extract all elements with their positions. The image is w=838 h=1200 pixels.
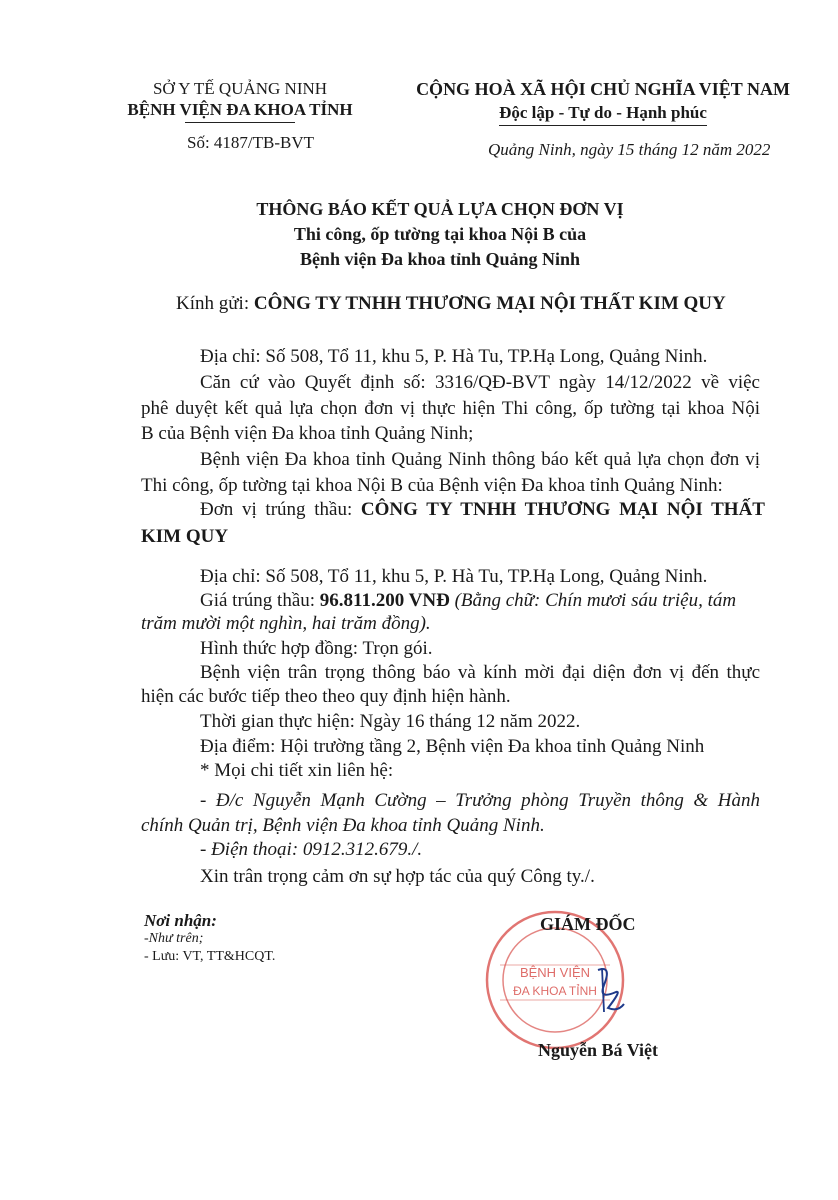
contract-form: Hình thức hợp đồng: Trọn gói. <box>200 638 433 659</box>
contact-heading: * Mọi chi tiết xin liên hệ: <box>200 760 394 781</box>
recipients-block <box>144 912 275 966</box>
notice-line-2: Thi công, ốp tường tại khoa Nội B của Bệnh viện Đa khoa tỉnh Quảng Ninh: <box>141 475 723 496</box>
winner-name-part-1: CÔNG TY TNHH THƯƠNG MẠI NỘI THẤT <box>360 499 765 520</box>
basis-line-3: B của Bệnh viện Đa khoa tỉnh Quảng Ninh; <box>141 423 474 444</box>
contact-person-line-2: chính Quản trị, Bệnh viện Đa khoa tỉnh Quảng Ninh. <box>141 815 545 836</box>
title-line-3: Bệnh viện Đa khoa tỉnh Quảng Ninh <box>299 249 581 269</box>
place-date: Quảng Ninh, ngày 15 tháng 12 năm 2022 <box>488 140 771 159</box>
national-header <box>398 78 808 126</box>
document-number: Số: 4187/TB-BVT <box>187 133 315 152</box>
winner-label: Đơn vị trúng thầu: <box>200 499 361 520</box>
issuer-header <box>120 78 360 123</box>
national-motto: Độc lập - Tự do - Hạnh phúc <box>499 101 707 126</box>
notice-line-1: Bệnh viện Đa khoa tỉnh Quảng Ninh thông báo kết quả lựa chọn đơn vị <box>200 449 760 470</box>
thanks-line: Xin trân trọng cảm ơn sự hợp tác của quý Công ty./. <box>200 866 595 887</box>
contact-person-line-1: - Đ/c Nguyễn Mạnh Cường – Trưởng phòng Truyền thông & Hành <box>200 790 760 811</box>
signature-scribble-icon <box>590 960 630 1020</box>
recipient-name: CÔNG TY TNHH THƯƠNG MẠI NỘI THẤT KIM QUY <box>253 293 726 314</box>
price-words-part-2: trăm mười một nghìn, hai trăm đồng). <box>141 613 431 634</box>
stamp-text-1: BỆNH VIỆN <box>519 965 591 980</box>
signature-title: GIÁM ĐỐC <box>540 914 636 934</box>
address-line-1: Địa chỉ: Số 508, Tổ 11, khu 5, P. Hà Tu, TP.Hạ Long, Quảng Ninh. <box>200 346 708 367</box>
invite-line-1: Bệnh viện trân trọng thông báo và kính mời đại diện đơn vị đến thực <box>200 662 760 683</box>
execution-location: Địa điểm: Hội trường tầng 2, Bệnh viện Đa khoa tỉnh Quảng Ninh <box>200 736 705 757</box>
price-label: Giá trúng thầu: <box>200 590 320 611</box>
header-divider <box>185 122 295 123</box>
basis-line-1: Căn cứ vào Quyết định số: 3316/QĐ-BVT ngày 14/12/2022 về việc <box>200 372 760 393</box>
nation-name: CỘNG HOÀ XÃ HỘI CHỦ NGHĨA VIỆT NAM <box>416 79 790 99</box>
basis-line-2: phê duyệt kết quả lựa chọn đơn vị thực hiện Thi công, ốp tường tại khoa Nội <box>141 398 760 419</box>
address-line-2: Địa chỉ: Số 508, Tổ 11, khu 5, P. Hà Tu, TP.Hạ Long, Quảng Ninh. <box>200 566 708 587</box>
signer-name: Nguyễn Bá Việt <box>538 1040 659 1060</box>
winner-line-1 <box>200 499 765 521</box>
execution-time: Thời gian thực hiện: Ngày 16 tháng 12 năm 2022. <box>200 711 581 732</box>
recipients-item-2: - Lưu: VT, TT&HCQT. <box>144 949 276 964</box>
title-line-2: Thi công, ốp tường tại khoa Nội B của <box>293 224 587 244</box>
contact-phone: - Điện thoại: 0912.312.679./. <box>200 839 423 860</box>
recipient-label: Kính gửi: <box>176 293 254 314</box>
price-line-1 <box>200 590 736 612</box>
hospital-name: BỆNH VIỆN ĐA KHOA TỈNH <box>127 100 353 119</box>
invite-line-2: hiện các bước tiếp theo theo quy định hiện hành. <box>141 686 511 707</box>
stamp-text-2: ĐA KHOA TỈNH <box>513 984 597 998</box>
department-name: SỞ Y TẾ QUẢNG NINH <box>152 79 328 98</box>
recipients-heading: Nơi nhận: <box>144 911 217 930</box>
recipient-line <box>176 293 726 315</box>
price-words-part-1: (Bằng chữ: Chín mươi sáu triệu, tám <box>449 590 737 611</box>
price-value: 96.811.200 VNĐ <box>319 590 450 611</box>
recipients-item-1: -Như trên; <box>144 931 204 946</box>
winner-name-part-2: KIM QUY <box>141 526 229 547</box>
title-line-1: THÔNG BÁO KẾT QUẢ LỰA CHỌN ĐƠN VỊ <box>256 199 624 219</box>
document-title <box>160 197 720 272</box>
